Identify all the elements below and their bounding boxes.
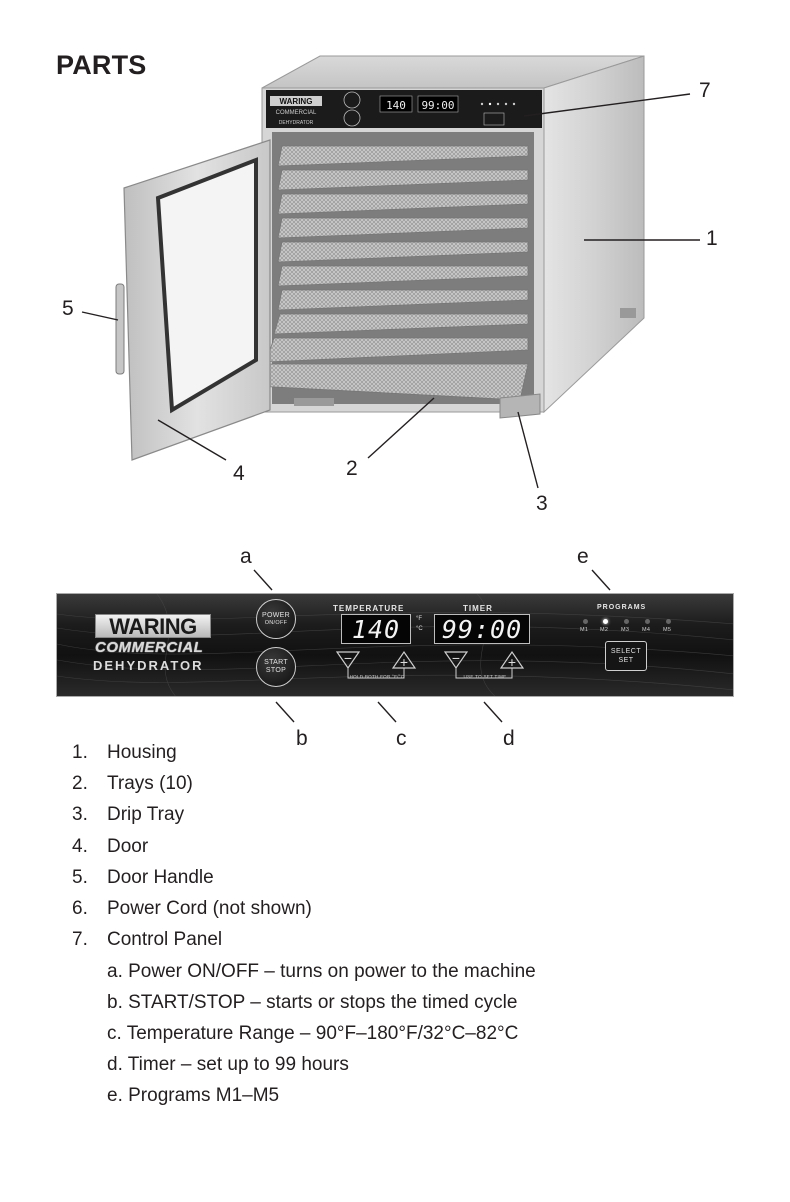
control-panel-items	[107, 961, 536, 1116]
temperature-down-button[interactable]: −	[343, 650, 353, 666]
list-item: a. Power ON/OFF – turns on power to the machine	[107, 961, 536, 982]
brand-name: WARING	[95, 614, 211, 638]
callout-3: 3	[536, 492, 548, 515]
svg-text:WARING: WARING	[279, 97, 313, 106]
list-item: 7. Control Panel	[72, 929, 223, 951]
list-item: b. START/STOP – starts or stops the timed cycle	[107, 992, 518, 1013]
unit-fahrenheit: °F	[416, 616, 423, 622]
unit-celsius: °C	[416, 626, 423, 632]
product-name: DEHYDRATOR	[93, 658, 204, 673]
brand-line: COMMERCIAL	[95, 639, 204, 656]
power-button[interactable]	[256, 599, 296, 639]
svg-text:99:00: 99:00	[421, 99, 455, 112]
svg-text:140: 140	[386, 99, 406, 112]
svg-text:DEHYDRATOR: DEHYDRATOR	[278, 120, 314, 126]
program-m3: M3	[621, 627, 630, 633]
program-m4: M4	[642, 627, 651, 633]
program-m1: M1	[580, 627, 589, 633]
callout-7: 7	[699, 79, 711, 102]
control-panel	[56, 593, 734, 697]
power-button-sublabel: ON/OFF	[264, 619, 288, 626]
callout-d: d	[503, 727, 515, 750]
set-label: SET	[618, 657, 634, 664]
program-indicator-m4	[645, 619, 650, 624]
svg-text:COMMERCIAL: COMMERCIAL	[275, 110, 317, 116]
power-button-label: POWER	[262, 612, 290, 620]
temperature-display	[341, 614, 411, 644]
callout-c: c	[396, 727, 407, 750]
program-indicator-m5	[666, 619, 671, 624]
list-item: 1. Housing	[72, 742, 177, 763]
start-stop-button[interactable]	[256, 647, 296, 687]
temperature-label: TEMPERATURE	[333, 604, 405, 613]
list-item: e. Programs M1–M5	[107, 1085, 280, 1106]
program-m2: M2	[600, 627, 609, 633]
list-item: c. Temperature Range – 90°F–180°F/32°C–82°C	[107, 1023, 519, 1044]
program-indicator-m2	[603, 619, 608, 624]
callout-e: e	[577, 545, 589, 568]
programs-label: PROGRAMS	[597, 604, 647, 611]
parts-list	[72, 742, 312, 960]
list-item: 3. Drip Tray	[72, 804, 185, 826]
select-label: SELECT	[610, 647, 642, 655]
select-set-button[interactable]	[605, 641, 647, 671]
start-button-label: START	[264, 659, 288, 667]
program-m5: M5	[663, 627, 672, 633]
timer-display	[434, 614, 530, 644]
callout-5: 5	[62, 297, 74, 320]
timer-value: 99:00	[441, 614, 523, 644]
callout-a: a	[240, 545, 252, 568]
temperature-caption: HOLD BOTH FOR °F/°C	[349, 674, 405, 679]
list-item: 5. Door Handle	[72, 866, 214, 888]
brand-logo	[95, 614, 217, 656]
list-item: 2. Trays (10)	[72, 773, 193, 795]
list-item: 4. Door	[72, 835, 149, 857]
callout-4: 4	[233, 462, 245, 485]
timer-down-button[interactable]: −	[451, 650, 461, 666]
timer-up-button[interactable]: +	[507, 654, 517, 670]
temperature-value: 140	[351, 614, 401, 644]
program-indicator-m1	[583, 619, 588, 624]
program-indicator-m3	[624, 619, 629, 624]
timer-caption: USE TO SET TIME	[463, 674, 507, 679]
callout-b: b	[296, 727, 308, 750]
temperature-up-button[interactable]: +	[399, 654, 409, 670]
list-item: d. Timer – set up to 99 hours	[107, 1054, 349, 1075]
timer-label: TIMER	[463, 604, 493, 613]
page-title: PARTS	[56, 50, 147, 80]
list-item: 6. Power Cord (not shown)	[72, 897, 312, 919]
callout-1: 1	[706, 227, 718, 250]
stop-button-label: STOP	[265, 667, 287, 674]
callout-2: 2	[346, 457, 358, 480]
